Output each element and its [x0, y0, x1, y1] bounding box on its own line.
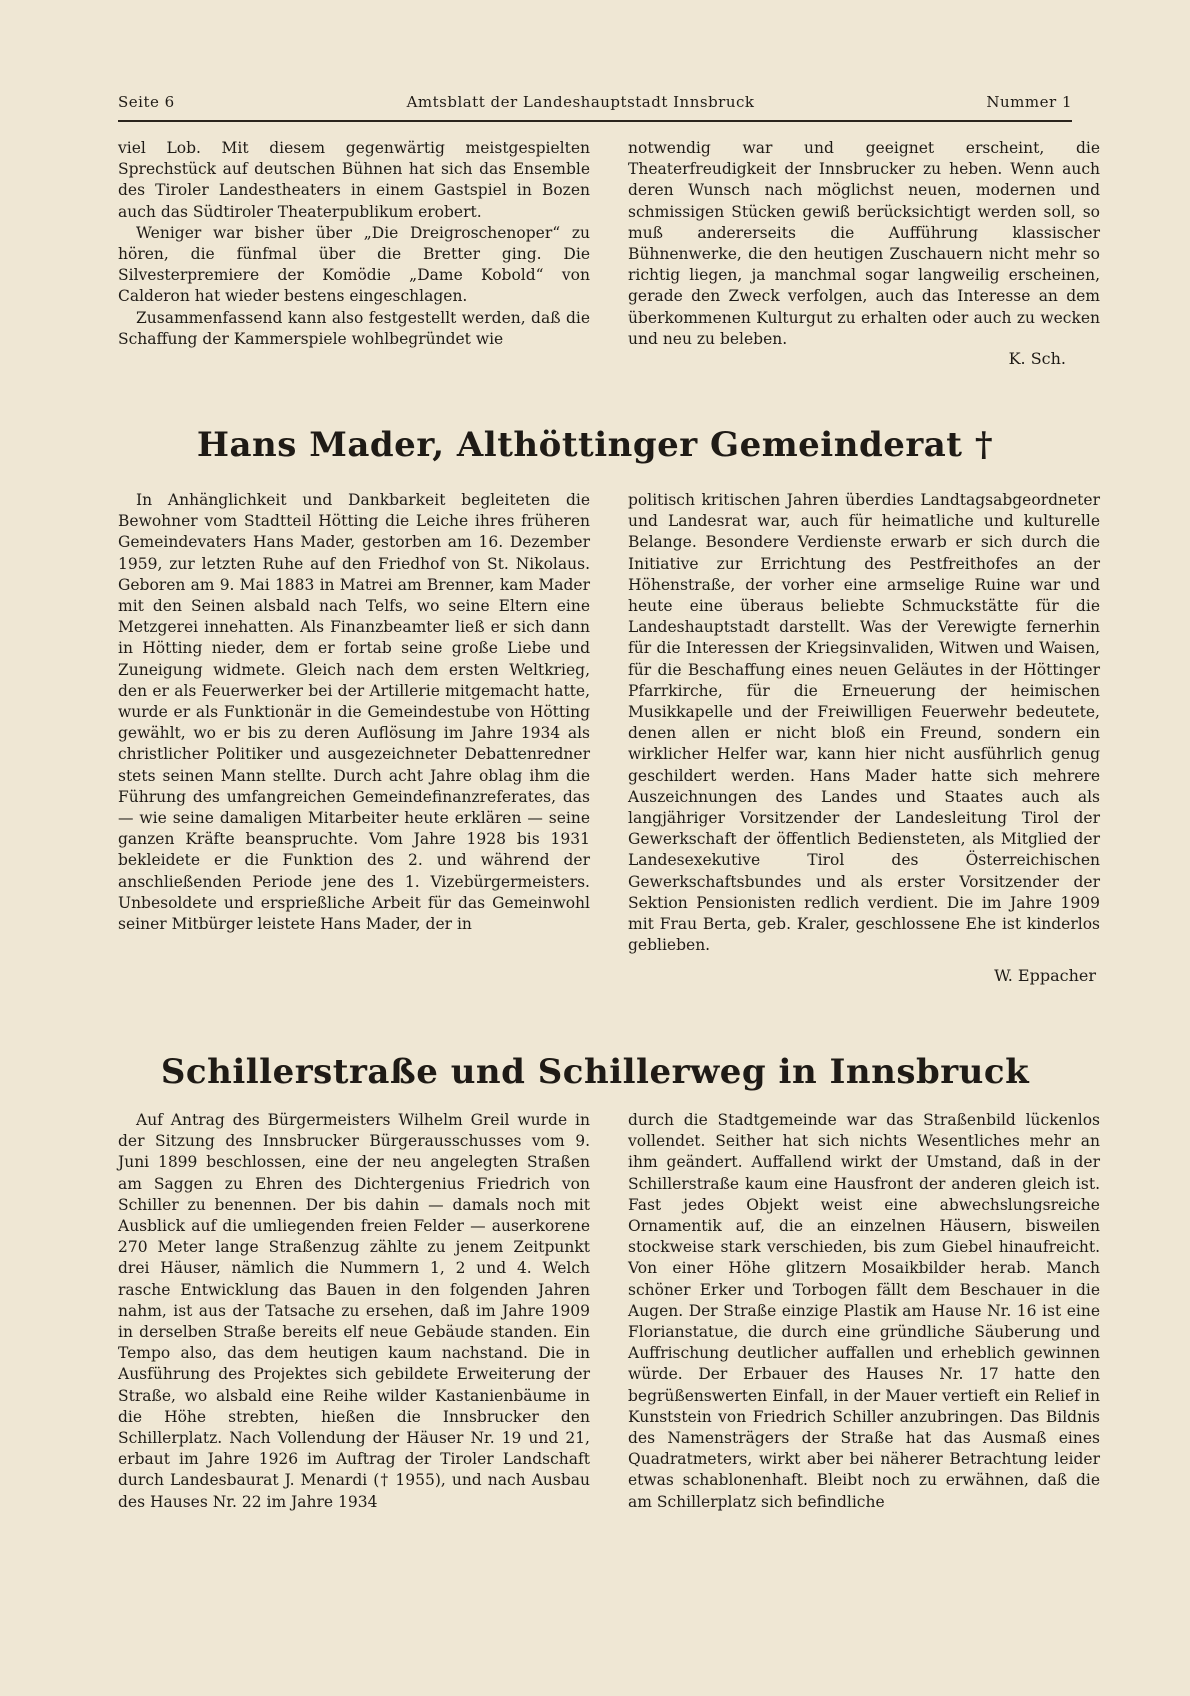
article1-right-column	[628, 138, 1100, 369]
paragraph: durch die Stadtgemeinde war das Straßenbild lückenlos vollendet. Seither hat sich nichts Wesentliches mehr an ihm geändert. Auffallend wirkt der Umstand, daß in der Schillerstraße kaum eine Hausfront der anderen gleich ist. Fast jedes Objekt weist eine abwechslungsreiche Ornamentik auf, die an einzelnen Häusern, bisweilen stockweise stark verschieden, bis zum Giebel hinaufreicht. Von einer Höhe glitzern Mosaikbilder herab. Manch schöner Erker und Torbogen fällt dem Beschauer in die Augen. Der Straße einzige Plastik am Hause Nr. 16 ist eine Florianstatue, die durch eine gründliche Säuberung und Auffrischung deutlicher auffallen und erheblich gewinnen würde. Der Erbauer des Hauses Nr. 17 hatte den begrüßenswerten Einfall, in der Mauer vertieft ein Relief in Kunststein von Friedrich Schiller anzubringen. Das Bildnis des Namensträgers der Straße hat das Ausmaß eines Quadratmeters, wirkt aber bei näherer Betrachtung leider etwas schablonenhaft. Bleibt noch zu erwähnen, daß die am Schillerplatz sich befindliche	[628, 1111, 1100, 1511]
article2-right-column	[628, 490, 1100, 987]
paragraph: notwendig war und geeignet erscheint, die Theaterfreudigkeit der Innsbrucker zu heben. Wenn auch deren Wunsch nach möglichst neuen, modernen und schmissigen Stücken gewiß berücksichtigt werden soll, so muß andererseits die Aufführung klassischer Bühnenwerke, die den heutigen Zuschauern nicht mehr so richtig liegen, ja manchmal sogar langweilig erscheinen, gerade den Zweck verfolgen, auch das Interesse an dem überkommenen Kulturgut zu erhalten oder auch zu wecken und neu zu beleben.	[628, 139, 1100, 348]
paragraph: Auf Antrag des Bürgermeisters Wilhelm Greil wurde in der Sitzung des Innsbrucker Bürgerausschusses vom 9. Juni 1899 beschlossen, eine der neu angelegten Straßen am Saggen zu Ehren des Dichtergenius Friedrich von Schiller zu benennen. Der bis dahin — damals noch mit Ausblick auf die umliegenden freien Felder — auserkorene 270 Meter lange Straßenzug zählte zu jenem Zeitpunkt drei Häuser, nämlich die Nummern 1, 2 und 4. Welch rasche Entwicklung das Bauen in den folgenden Jahren nahm, ist aus der Tatsache zu ersehen, daß im Jahre 1909 in derselben Straße bereits elf neue Gebäude standen. Ein Tempo also, das dem heutigen kaum nachstand. Die in Ausführung des Projektes sich gebildete Erweiterung der Straße, wo alsbald eine Reihe wilder Kastanienbäume in die Höhe strebten, hießen die Innsbrucker den Schillerplatz. Nach Vollendung der Häuser Nr. 19 und 21, erbaut im Jahre 1926 im Auftrag der Tiroler Landschaft durch Landesbaurat J. Menardi († 1955), und nach Ausbau des Hauses Nr. 22 im Jahre 1934	[118, 1111, 590, 1511]
issue-number: Nummer 1	[986, 93, 1072, 111]
article1-signature: K. Sch.	[1008, 349, 1066, 369]
paragraph: Zusammenfassend kann also festgestellt werden, daß die Schaffung der Kammerspiele wohlbegründet wie	[118, 308, 590, 348]
page-header	[118, 93, 1072, 111]
paragraph: viel Lob. Mit diesem gegenwärtig meistgespielten Sprechstück auf deutschen Bühnen hat sich das Ensemble des Tiroler Landestheaters in einem Gastspiel in Bozen auch das Südtiroler Theaterpublikum erobert.	[118, 139, 590, 221]
paragraph: In Anhänglichkeit und Dankbarkeit begleiteten die Bewohner vom Stadtteil Hötting die Leiche ihres früheren Gemeindevaters Hans Mader, gestorben am 16. Dezember 1959, zur letzten Ruhe auf den Friedhof von St. Nikolaus. Geboren am 9. Mai 1883 in Matrei am Brenner, kam Mader mit den Seinen alsbald nach Telfs, wo seine Eltern eine Metzgerei innehatten. Als Finanzbeamter ließ er sich dann in Hötting nieder, dem er fortab seine große Liebe und Zuneigung widmete. Gleich nach dem ersten Weltkrieg, den er als Feuerwerker bei der Artillerie mitgemacht hatte, wurde er als Funktionär in die Gemeindestube von Hötting gewählt, wo er bis zu deren Auflösung im Jahre 1934 als christlicher Politiker und ausgezeichneter Debattenredner stets seinen Mann stellte. Durch acht Jahre oblag ihm die Führung des umfangreichen Gemeindefinanzreferates, das — wie seine damaligen Mitarbeiter heute erklären — seine ganzen Kräfte beanspruchte. Vom Jahre 1928 bis 1931 bekleidete er die Funktion des 2. und während der anschließenden Periode jene des 1. Vizebürgermeisters. Unbesoldete und ersprießliche Arbeit für das Gemeinwohl seiner Mitbürger leistete Hans Mader, der in	[118, 491, 590, 934]
header-rule	[118, 120, 1072, 122]
article2-left-column	[118, 490, 590, 935]
article3-headline: Schillerstraße und Schillerweg in Innsbruck	[160, 1052, 1030, 1092]
article2-signature: W. Eppacher	[994, 966, 1096, 986]
page-number: Seite 6	[118, 93, 175, 111]
paragraph: politisch kritischen Jahren überdies Landtagsabgeordneter und Landesrat war, auch für heimatliche und kulturelle Belange. Besondere Verdienste erwarb er sich durch die Initiative zur Errichtung des Pestfreithofes an der Höhenstraße, der vorher eine armselige Ruine war und heute eine überaus beliebte Schmuckstätte für die Landeshauptstadt darstellt. Was der Verewigte fernerhin für die Interessen der Kriegsinvaliden, Witwen und Waisen, für die Beschaffung eines neuen Geläutes in der Höttinger Pfarrkirche, für die Erneuerung der heimischen Musikkapelle und der Freiwilligen Feuerwehr bedeutete, denen allen er nicht bloß ein Freund, sondern ein wirklicher Helfer war, kann hier nicht ausführlich genug geschildert werden. Hans Mader hatte sich mehrere Auszeichnungen des Landes und Staates auch als langjähriger Vorsitzender der Landesleitung Tirol der Gewerkschaft der öffentlich Bediensteten, als Mitglied der Landesexekutive Tirol des Österreichischen Gewerkschaftsbundes und als erster Vorsitzender der Sektion Pensionisten redlich verdient. Die im Jahre 1909 mit Frau Berta, geb. Kraler, geschlossene Ehe ist kinderlos geblieben.	[628, 491, 1100, 955]
article3-left-column	[118, 1110, 590, 1513]
article2-headline: Hans Mader, Althöttinger Gemeinderat †	[196, 425, 994, 465]
publication-title: Amtsblatt der Landeshauptstadt Innsbruck	[406, 93, 755, 111]
article3-right-column	[628, 1110, 1100, 1513]
article1-left-column	[118, 138, 590, 350]
paragraph: Weniger war bisher über „Die Dreigroschenoper“ zu hören, die fünfmal über die Bretter ging. Die Silvesterpremiere der Komödie „Dame Kobold“ von Calderon hat wieder bestens eingeschlagen.	[118, 223, 590, 306]
